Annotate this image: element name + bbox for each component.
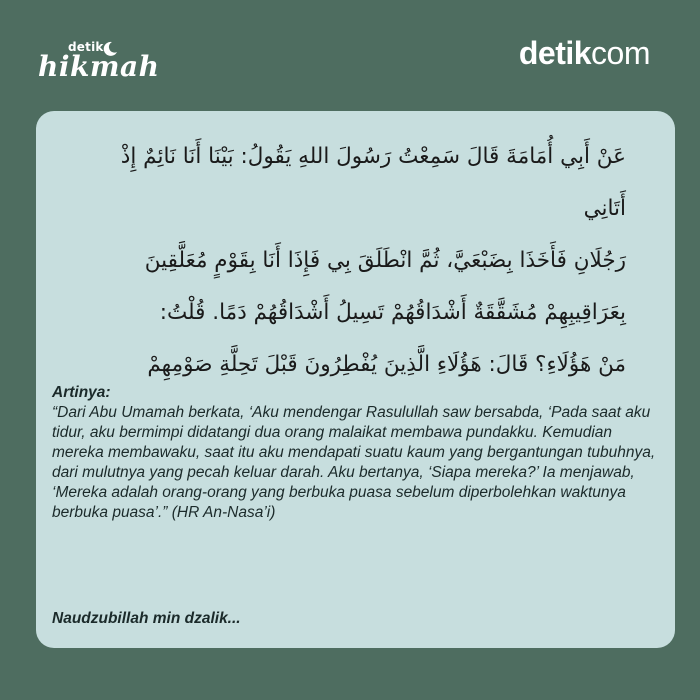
- logo-small-text: detik: [68, 40, 104, 54]
- detikcom-logo: [519, 36, 650, 70]
- closing-phrase: Naudzubillah min dzalik...: [52, 610, 241, 627]
- translation-block: [52, 383, 662, 523]
- translation-text: “Dari Abu Umamah berkata, ‘Aku mendengar Rasulullah saw bersabda, ‘Pada saat aku tidur, aku bermimpi didatangi dua orang malaikat membawa pundakku. Kemudian mereka membawaku, saat itu aku mendapati suatu kaum yang bergantungan tubuhnya, dari mulutnya yang pecah keluar darah. Aku bertanya, ‘Siapa mereka?’ Ia menjawab, ‘Mereka adalah orang-orang yang berbuka puasa sebelum diperbolehkan waktunya berbuka puasa’.” (HR An-Nasa’i): [52, 404, 656, 521]
- content-card: [36, 111, 675, 648]
- arabic-line: عَنْ أَبِي أُمَامَةَ قَالَ سَمِعْتُ رَسُولَ اللهِ يَقُولُ: بَيْنَا أَنَا نَائِمٌ إِذْ أَتَانِي: [120, 144, 626, 221]
- arabic-hadith: [76, 131, 626, 391]
- detikhikmah-logo: [38, 40, 160, 88]
- logo-big-text: hikmah: [38, 50, 160, 83]
- arabic-line: مَنْ هَؤُلَاءِ؟ قَالَ: هَؤُلَاءِ الَّذِينَ يُفْطِرُونَ قَبْلَ تَحِلَّةِ صَوْمِهِمْ: [147, 352, 626, 377]
- arabic-line: بِعَرَاقِيبِهِمْ مُشَقَّقَةٌ أَشْدَاقُهُمْ تَسِيلُ أَشْدَاقُهُمْ دَمًا. قُلْتُ:: [159, 300, 626, 325]
- detikcom-logo-regular: com: [591, 35, 650, 71]
- translation-label: Artinya:: [52, 384, 111, 401]
- arabic-line: رَجُلَانِ فَأَخَذَا بِضَبْعَيَّ، ثُمَّ انْطَلَقَ بِي فَإِذَا أَنَا بِقَوْمٍ مُعَلَّقِينَ: [144, 248, 626, 273]
- detikcom-logo-bold: detik: [518, 35, 592, 71]
- header: [0, 0, 700, 110]
